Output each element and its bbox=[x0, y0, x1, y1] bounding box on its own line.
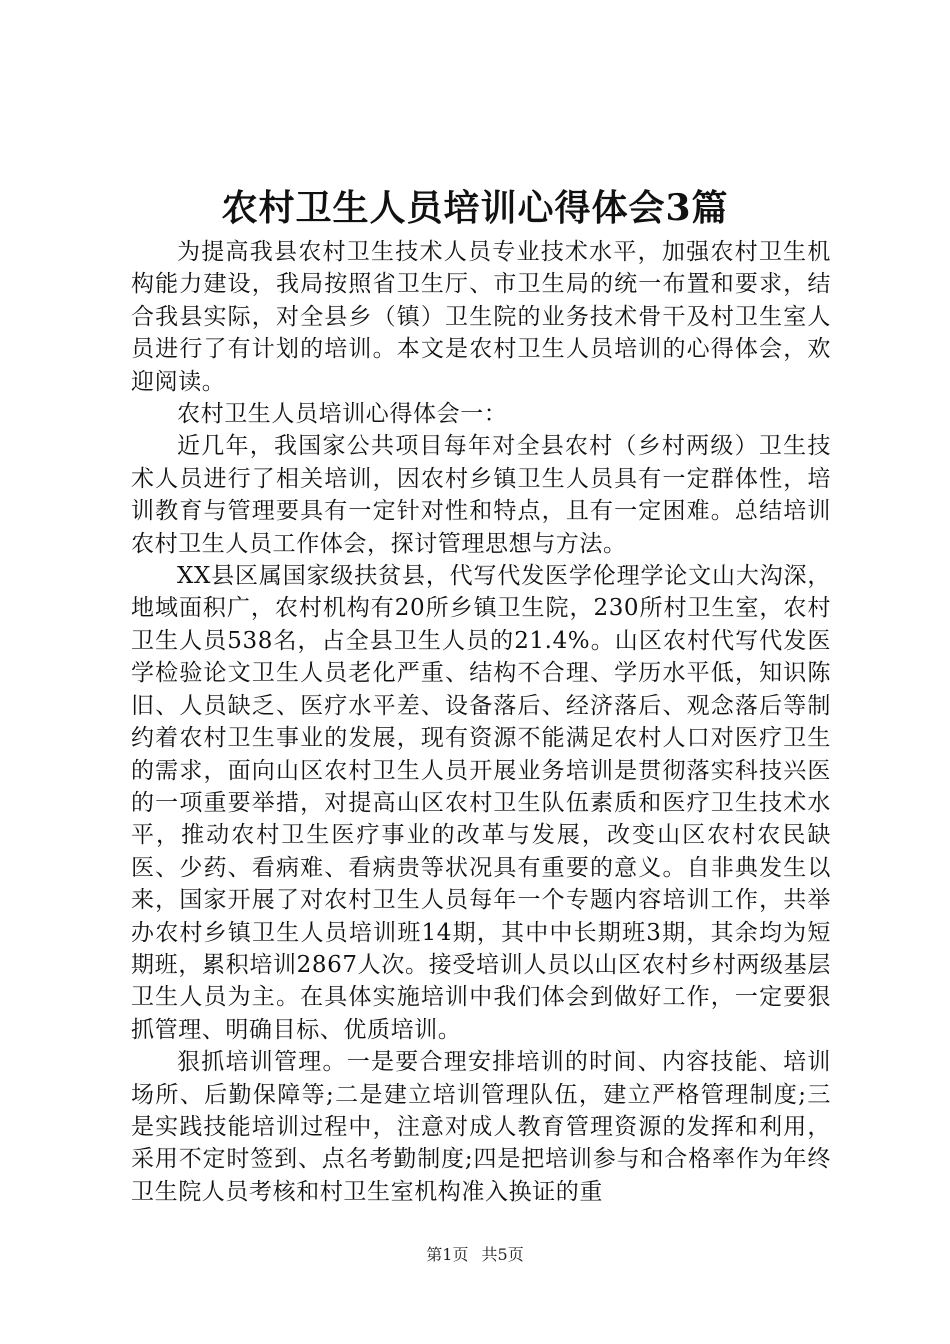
document-body bbox=[131, 236, 831, 1208]
body-paragraph: XX县区属国家级扶贫县，代写代发医学伦理学论文山大沟深，地域面积广，农村机构有20所乡镇卫生院，230所村卫生室，农村卫生人员538名，占全县卫生人员的21.4%。山区农村代写代发医学检验论文卫生人员老化严重、结构不合理、学历水平低，知识陈旧、人员缺乏、医疗水平差、设备落后、经济落后、观念落后等制约着农村卫生事业的发展，现有资源不能满足农村人口对医疗卫生的需求，面向山区农村卫生人员开展业务培训是贯彻落实科技兴医的一项重要举措，对提高山区农村卫生队伍素质和医疗卫生技术水平，推动农村卫生医疗事业的改革与发展，改变山区农村农民缺医、少药、看病难、看病贵等状况具有重要的意义。自非典发生以来，国家开展了对农村卫生人员每年一个专题内容培训工作，共举办农村乡镇卫生人员培训班14期，其中中长期班3期，其余均为短期班，累积培训2867人次。接受培训人员以山区农村乡村两级基层卫生人员为主。在具体实施培训中我们体会到做好工作，一定要狠抓管理、明确目标、优质培训。 bbox=[131, 563, 831, 1043]
document-title: 农村卫生人员培训心得体会3篇 bbox=[221, 187, 729, 229]
page-total: 共5页 bbox=[481, 1245, 524, 1264]
body-paragraph: 狠抓培训管理。一是要合理安排培训的时间、内容技能、培训场所、后勤保障等;二是建立培训管理队伍，建立严格管理制度;三是实践技能培训过程中，注意对成人教育管理资源的发挥和利用，采用不定时签到、点名考勤制度;四是把培训参与和合格率作为年终卫生院人员考核和村卫生室机构准入换证的重 bbox=[131, 1049, 831, 1205]
page-footer bbox=[0, 1244, 950, 1266]
intro-paragraph: 为提高我县农村卫生技术人员专业技术水平，加强农村卫生机构能力建设，我局按照省卫生厅、市卫生局的统一布置和要求，结合我县实际，对全县乡（镇）卫生院的业务技术骨干及村卫生室人员进行了有计划的培训。本文是农村卫生人员培训的心得体会，欢迎阅读。 bbox=[131, 239, 831, 395]
section-heading: 农村卫生人员培训心得体会一： bbox=[177, 401, 508, 428]
body-paragraph: 近几年，我国家公共项目每年对全县农村（乡村两级）卫生技术人员进行了相关培训，因农村乡镇卫生人员具有一定群体性，培训教育与管理要具有一定针对性和特点，且有一定困难。总结培训农村卫生人员工作体会，探讨管理思想与方法。 bbox=[131, 433, 831, 557]
page-number: 第1页 bbox=[426, 1245, 469, 1264]
